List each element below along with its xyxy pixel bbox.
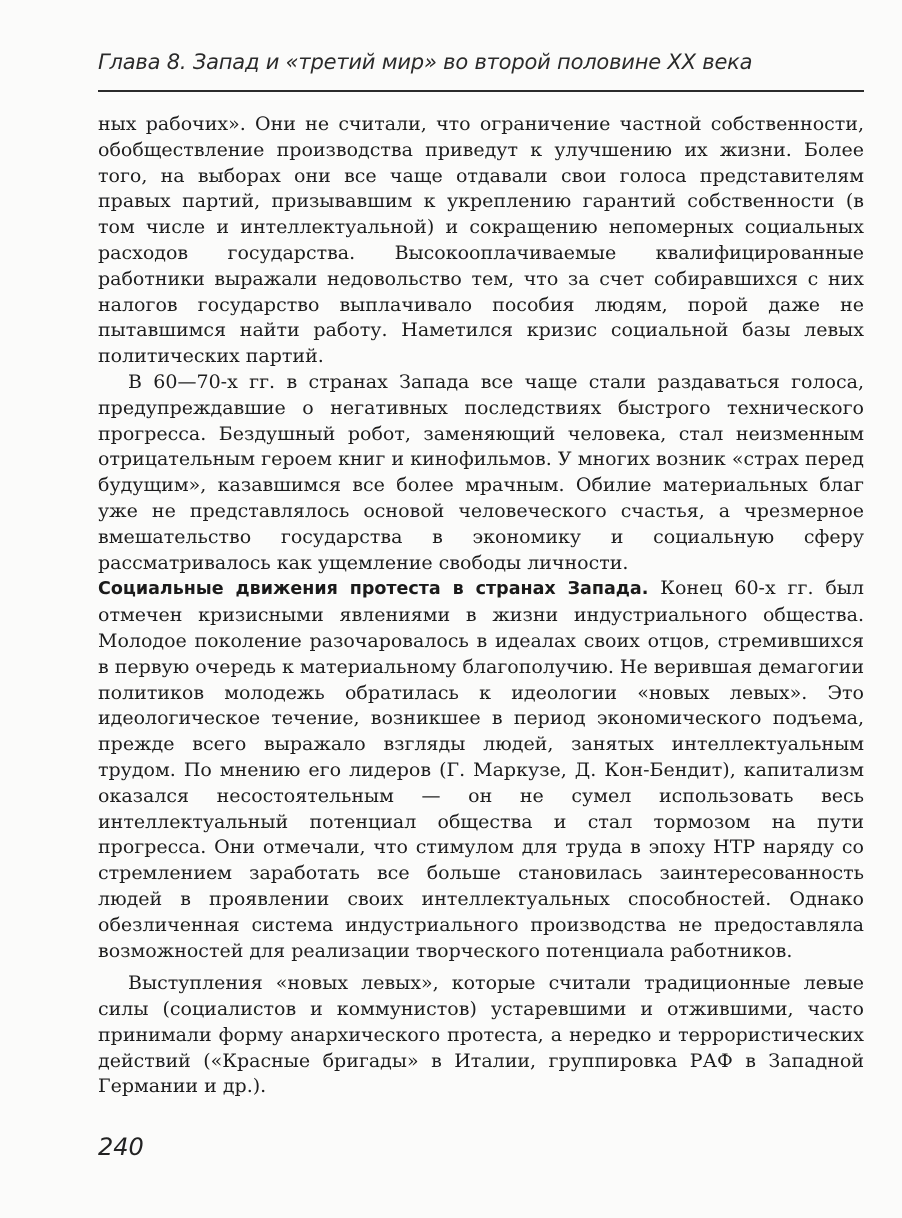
running-head: Глава 8. Запад и «третий мир» во второй половине XX века [98, 50, 753, 74]
paragraph-3 [98, 576, 864, 964]
header-rule [98, 90, 864, 92]
paragraph-4: Выступления «новых левых», которые считали традиционные левые силы (социалистов и коммунистов) устаревшими и отжившими, часто принимали форму анархического протеста, а нередко и террористических действий («Красные бригады» в Италии, группировка РАФ в Западной Германии и др.). [98, 972, 864, 1098]
page-number: 240 [98, 1133, 144, 1161]
paragraph-2: В 60—70-х гг. в странах Запада все чаще стали раздаваться голоса, предупреждавшие о негативных последствиях быстрого технического прогресса. Бездушный робот, заменяющий человека, стал неизменным отрицательным героем книг и кинофильмов. У многих возник «страх перед будущим», казавшимся все более мрачным. Обилие материальных благ уже не представлялось основой человеческого счастья, а чрезмерное вмешательство государства в экономику и социальную сферу рассматривалось как ущемление свободы личности. [98, 370, 864, 574]
body-text [98, 112, 864, 1100]
paragraph-1: ных рабочих». Они не считали, что ограничение частной собственности, обобществление производства приведут к улучшению их жизни. Более того, на выборах они все чаще отдавали свои голоса представителям правых партий, призывавшим к укреплению гарантий собственности (в том числе и интеллектуальной) и сокращению непомерных социальных расходов государства. Высокооплачиваемые квалифицированные работники выражали недовольство тем, что за счет собиравшихся с них налогов государство выплачивало пособия людям, порой даже не пытавшимся найти работу. Наметился кризис социальной базы левых политических партий. [98, 113, 864, 368]
paragraph-3-text: Конец 60-х гг. был отмечен кризисными явлениями в жизни индустриального общества. Молодое поколение разочаровалось в идеалах своих отцов, стремившихся в первую очередь к материальному благополучию. Не верившая демагогии политиков молодежь обратилась к идеологии «новых левых». Это идеологическое течение, возникшее в период экономического подъема, прежде всего выражало взгляды людей, занятых интеллектуальным трудом. По мнению его лидеров (Г. Маркузе, Д. Кон-Бендит), капитализм оказался несостоятельным — он не сумел использовать весь интеллектуальный потенциал общества и стал тормозом на пути прогресса. Они отмечали, что стимулом для труда в эпоху НТР наряду со стремлением заработать все больше становилась заинтересованность людей в проявлении своих интеллектуальных способностей. Однако обезличенная система индустриального производства не предоставляла возможностей для реализации творческого потенциала работников. [98, 577, 864, 962]
section-heading: Социальные движения протеста в странах Запада. [98, 579, 649, 600]
